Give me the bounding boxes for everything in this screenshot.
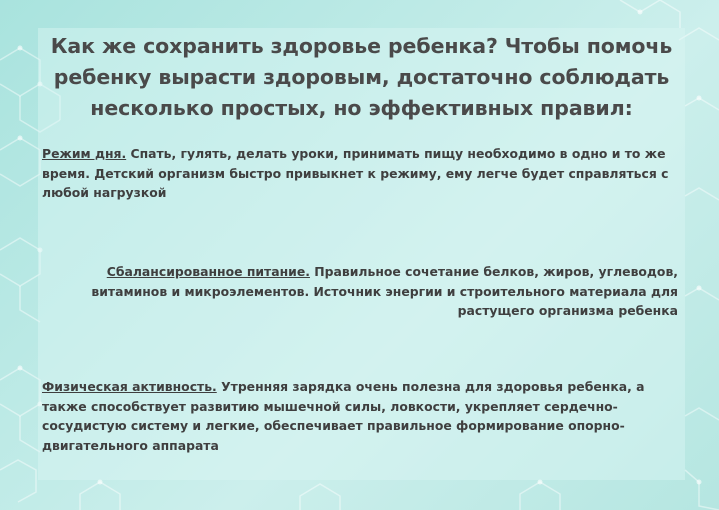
rule-term: Режим дня.	[42, 146, 127, 161]
rule-text: Спать, гулять, делать уроки, принимать пищу необходимо в одно и то же время. Детский организм быстро привыкнет к режиму, ему легче будет справляться с любой нагрузкой	[42, 146, 669, 200]
rule-text: Утренняя зарядка очень полезна для здоровья ребенка, а также способствует развитию мышечной силы, ловкости, укрепляет сердечно-сосудистую систему и легкие, обеспечивает правильное формирование опорно-двигательного аппарата	[42, 379, 645, 453]
rule-term: Сбалансированное питание.	[106, 264, 310, 279]
rule-daily-routine	[42, 144, 682, 203]
rule-text: Правильное сочетание белков, жиров, углеводов, витаминов и микроэлементов. Источник энергии и строительного материала для растущего организма ребенка	[91, 264, 678, 318]
rule-term: Физическая активность.	[42, 379, 217, 394]
rule-physical-activity	[42, 377, 670, 455]
page-title: Как же сохранить здоровье ребенка? Чтобы помочь ребенку вырасти здоровым, достаточно соблюдать несколько простых, но эффективных правил:	[50, 34, 673, 120]
rule-balanced-nutrition	[42, 262, 678, 321]
